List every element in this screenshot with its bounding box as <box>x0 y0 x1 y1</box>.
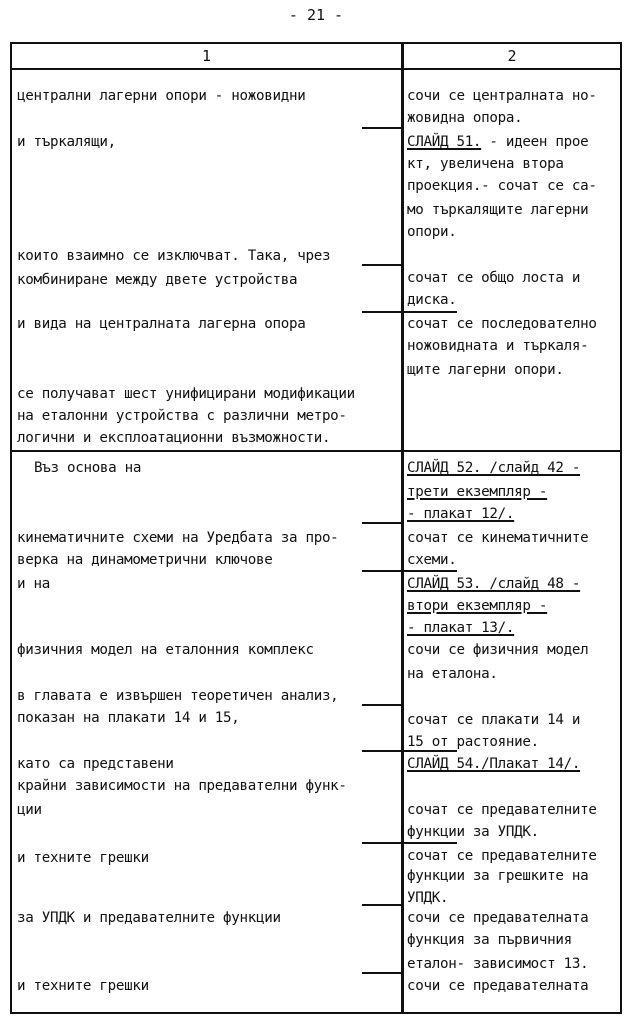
slide-label: СЛАЙД 51. <box>407 134 482 150</box>
right-line: сочат се предавателните <box>407 848 597 864</box>
left-line: и техните грешки <box>17 978 149 994</box>
right-line: сочи се физичния модел <box>407 642 589 658</box>
connector-rule <box>362 127 404 129</box>
connector-rule <box>362 842 457 844</box>
right-line: схеми. <box>407 552 457 568</box>
connector-rule <box>362 522 404 524</box>
left-line: и техните грешки <box>17 850 149 866</box>
right-line: диска. <box>407 292 457 308</box>
right-line: функции за грешките на <box>407 868 589 884</box>
connector-rule <box>362 904 404 906</box>
right-line: функция за първичния <box>407 932 572 948</box>
left-line: комбиниране между двете устройства <box>17 272 298 288</box>
header-rule <box>12 68 620 70</box>
left-line: в главата е извършен теоретичен анализ, <box>17 688 339 704</box>
right-line: щите лагерни опори. <box>407 362 564 378</box>
left-line: крайни зависимости на предавателни функ- <box>17 778 347 794</box>
right-line: сочат се плакати 14 и <box>407 712 581 728</box>
right-line: функции за УПДК. <box>407 824 539 840</box>
right-line: - плакат 13/. <box>407 620 515 636</box>
right-line-slide: СЛАЙД 52. /слайд 42 - <box>407 460 581 476</box>
left-line: централни лагерни опори - ножовидни <box>17 88 306 104</box>
left-line: и търкалящи, <box>17 134 116 150</box>
right-line: опори. <box>407 224 457 240</box>
left-line: кинематичните схеми на Уредбата за про- <box>17 530 339 546</box>
column-header-1: 1 <box>201 47 212 65</box>
left-line: за УПДК и предавателните функции <box>17 910 281 926</box>
connector-rule <box>362 570 457 572</box>
right-line: сочи се централната но- <box>407 88 597 104</box>
right-line: на еталона. <box>407 666 498 682</box>
right-line: ножовидната и търкаля- <box>407 338 589 354</box>
left-line: и вида на централната лагерна опора <box>17 316 306 332</box>
left-line: логични и експлоатационни възможности. <box>17 430 331 446</box>
right-line: жовидна опора. <box>407 110 523 126</box>
left-line: показан на плакати 14 и 15, <box>17 710 240 726</box>
left-line: на еталонни устройства с различни метро- <box>17 408 347 424</box>
right-line: проекция.- сочат се са- <box>407 178 597 194</box>
right-line-slide <box>407 132 588 152</box>
right-line: сочи се предавателната <box>407 978 589 994</box>
left-line: като са представени <box>17 756 174 772</box>
right-line: УПДК. <box>407 890 449 906</box>
connector-rule <box>362 311 457 313</box>
right-line: трети екземпляр - <box>407 484 548 500</box>
connector-rule <box>362 704 404 706</box>
column-divider <box>401 44 404 1012</box>
connector-rule <box>362 750 457 752</box>
left-line: и на <box>17 576 50 592</box>
slide-note: - идеен проe <box>481 134 589 150</box>
right-line-slide: СЛАЙД 54./Плакат 14/. <box>407 756 581 772</box>
page-number: - 21 - <box>288 6 344 24</box>
right-line: втори екземпляр - <box>407 598 548 614</box>
right-line: сочат се общо лоста и <box>407 270 581 286</box>
left-line: ции <box>17 802 42 818</box>
connector-rule <box>362 264 404 266</box>
right-line: сочи се предавателната <box>407 910 589 926</box>
right-line-slide: СЛАЙД 53. /слайд 48 - <box>407 576 581 592</box>
left-line: които взаимно се изключват. Така, чрез <box>17 248 331 264</box>
right-line: кт, увеличена втора <box>407 156 564 172</box>
section-rule <box>12 450 620 452</box>
right-line: еталон- зависимост 13. <box>407 956 589 972</box>
left-line: физичния модел на еталонния комплекс <box>17 642 314 658</box>
left-line: верка на динамометрични ключове <box>17 552 273 568</box>
right-line: сочат се кинематичните <box>407 530 589 546</box>
left-line: Въз основа на <box>34 460 142 476</box>
connector-rule <box>362 972 404 974</box>
right-line: 15 от растояние. <box>407 734 539 750</box>
right-line: - плакат 12/. <box>407 506 515 522</box>
right-line: сочат се последователно <box>407 316 597 332</box>
left-line: се получават шест унифицирани модификации <box>17 386 355 402</box>
right-line: мо търкалящите лагерни <box>407 202 589 218</box>
two-column-table <box>10 42 622 1014</box>
right-line: сочат се предавателните <box>407 802 597 818</box>
column-header-2: 2 <box>507 47 517 65</box>
